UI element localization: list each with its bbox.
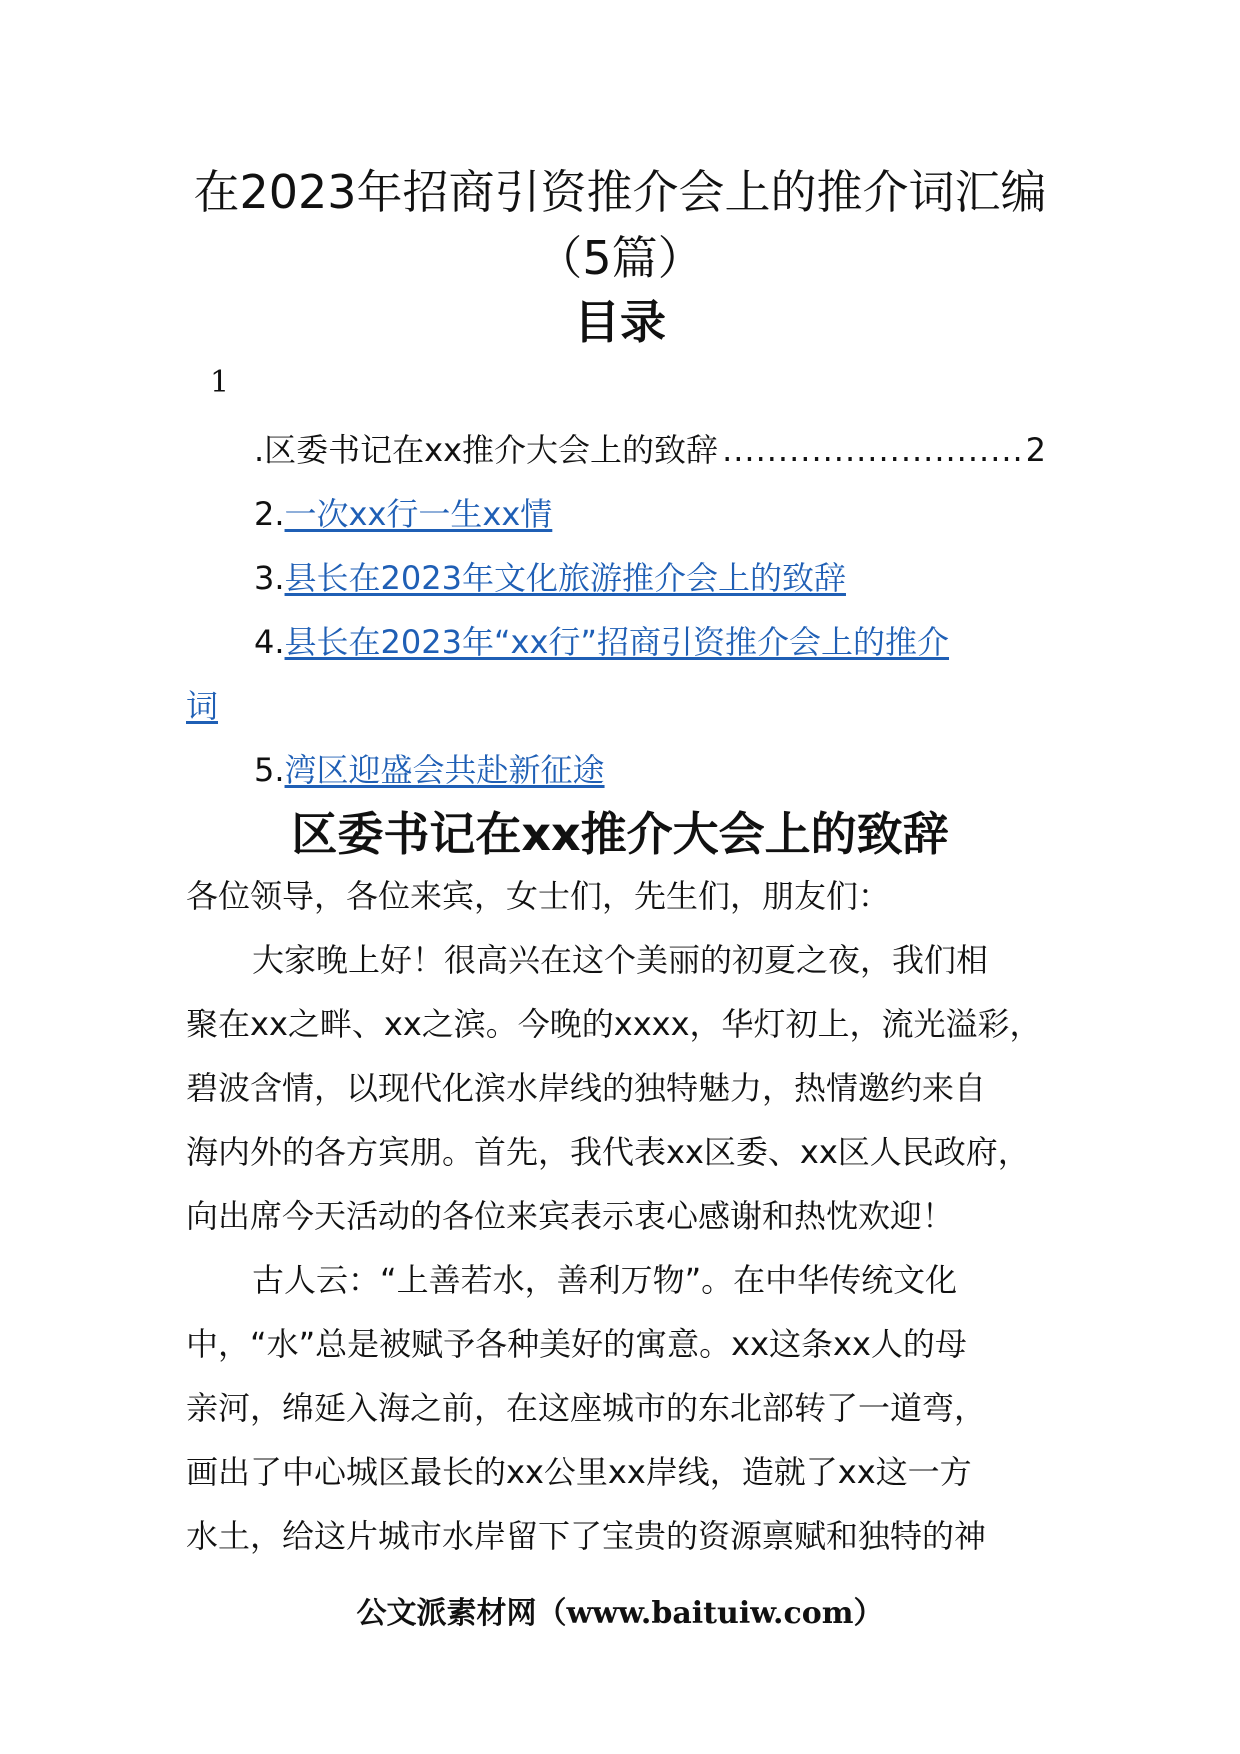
toc-item-4 [254,620,949,664]
body-line: 大家晚上好！很高兴在这个美丽的初夏之夜，我们相 [252,941,989,979]
toc-item-1-page: 2 [1025,431,1046,469]
body-line: 古人云：“上善若水，善利万物”。在中华传统文化 [252,1261,958,1299]
toc-item-4-link-continued[interactable]: 词 [186,687,219,725]
section-heading: 区委书记在xx推介大会上的致辞 [291,807,949,861]
toc-item-3-number: 3. [254,559,285,597]
toc-item-4-continued [186,684,218,728]
body-line: 水土，给这片城市水岸留下了宝贵的资源禀赋和独特的神 [186,1517,987,1555]
toc-item-1[interactable] [254,428,1046,472]
body-line: 海内外的各方宾朋。首先，我代表xx区委、xx区人民政府， [186,1133,1030,1171]
toc-heading: 目录 [574,295,666,349]
body-line: 碧波含情，以现代化滨水岸线的独特魅力，热情邀约来自 [186,1069,987,1107]
toc-item-5 [254,748,605,792]
toc-item-2-link[interactable]: 一次xx行一生xx情 [284,495,553,533]
document-title: 在2023年招商引资推介会上的推介词汇编 [193,165,1047,219]
toc-item-1-text: .区委书记在xx推介大会上的致辞 [254,431,719,469]
body-line: 向出席今天活动的各位来宾表示衷心感谢和热忱欢迎！ [186,1197,955,1235]
body-line: 亲河，绵延入海之前，在这座城市的东北部转了一道弯， [186,1389,987,1427]
body-line: 画出了中心城区最长的xx公里xx岸线，造就了xx这一方 [186,1453,972,1491]
toc-item-2 [254,492,552,536]
page-footer: 公文派素材网（www.baituiw.com） [356,1596,884,1631]
body-line: 各位领导，各位来宾，女士们，先生们，朋友们： [186,877,891,915]
toc-item-3-link[interactable]: 县长在2023年文化旅游推介会上的致辞 [284,559,846,597]
toc-item-4-number: 4. [254,623,285,661]
toc-item-3 [254,556,846,600]
toc-item-5-number: 5. [254,751,285,789]
document-title-count: （5篇） [536,231,704,285]
body-line: 中，“水”总是被赋予各种美好的寓意。xx这条xx人的母 [186,1325,967,1363]
toc-item-5-link[interactable]: 湾区迎盛会共赴新征途 [284,751,605,789]
toc-item-4-link[interactable]: 县长在2023年“xx行”招商引资推介会上的推介 [284,623,950,661]
body-line: 聚在xx之畔、xx之滨。今晚的xxxx，华灯初上，流光溢彩， [186,1005,1042,1043]
toc-leader-dots [722,428,1022,472]
toc-stray-number: 1 [210,365,230,400]
toc-item-2-number: 2. [254,495,285,533]
